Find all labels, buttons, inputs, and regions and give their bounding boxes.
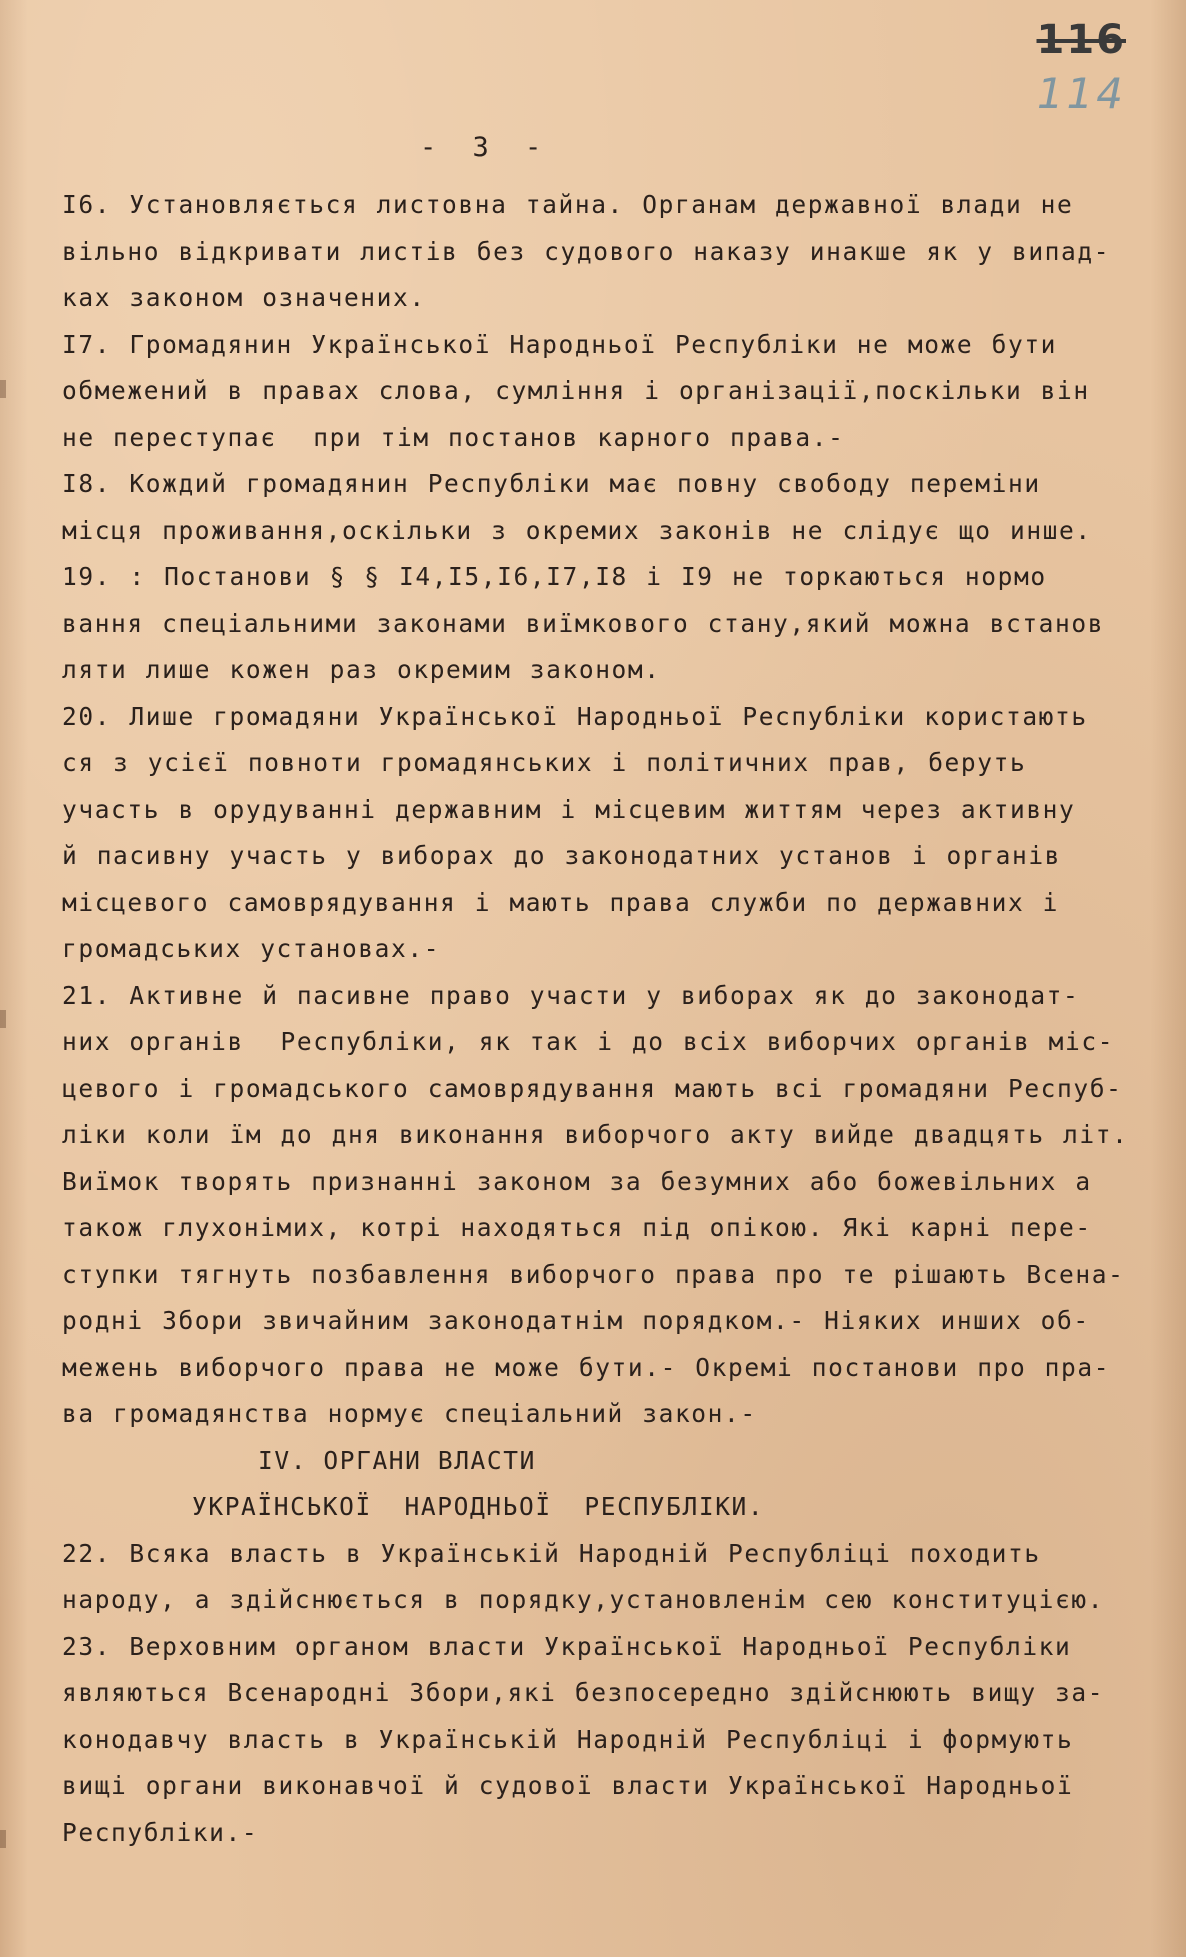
text-line: Виїмок творять признанні законом за безумних або божевільних а (62, 1166, 1092, 1196)
archive-page-number (1037, 18, 1127, 116)
text-line: ступки тягнуть позбавлення виборчого права про те рішають Всена- (62, 1259, 1125, 1289)
page-number: - 3 - (420, 132, 552, 163)
text-line: Республіки.- (62, 1817, 259, 1847)
section-heading-subtitle: УКРАЇНСЬКОЇ НАРОДНЬОЇ РЕСПУБЛІКИ. (192, 1492, 765, 1521)
section-heading-title: IV. ОРГАНИ ВЛАСТИ (258, 1445, 536, 1475)
text-line: місця проживання,оскільки з окремих законів не слідує що инше. (62, 515, 1092, 545)
text-line: народу, а здійснюється в порядку,установленім сею конституцією. (62, 1585, 1105, 1614)
text-line: 23. Верховним органом власти Української Народньої Республіки (62, 1631, 1072, 1661)
text-line: ляти лише кожен раз окремим законом. (62, 655, 661, 684)
text-line: I8. Кождий громадянин Республіки має повну свободу переміни (62, 469, 1041, 498)
text-line: межень виборчого права не може бути.- Окремі постанови про пра- (62, 1352, 1111, 1382)
text-line: вищі органи виконавчої й судової власти Української Народньої (62, 1771, 1074, 1800)
text-line: являються Всенародні Збори,які безпосередно здійснюють вищу за- (62, 1678, 1105, 1707)
text-line: місцевого самоврядування і мають права служби по державних і (62, 887, 1060, 917)
text-line: 21. Активне й пасивне право участи у виборах як до законодат- (62, 980, 1080, 1010)
text-line: 19. : Постанови § § I4,I5,I6,I7,I8 і I9 не торкаються нормо (62, 562, 1047, 591)
text-line: ках законом означених. (62, 283, 426, 312)
document-body (62, 182, 1129, 1856)
text-line: й пасивну участь у виборах до законодатних установ і органів (62, 841, 1062, 870)
text-line: також глухонімих, котрі находяться під опікою. Які карні пере- (62, 1213, 1092, 1242)
text-line: цевого і громадського самоврядування мають всі громадяни Респуб- (62, 1073, 1123, 1103)
text-line: участь в орудуванні державним і місцевим життям через активну (62, 794, 1076, 824)
text-line: вання спеціальними законами виїмкового стану,який можна встанов (62, 608, 1105, 638)
margin-mark (0, 1830, 6, 1848)
text-line: ся з усієї повноти громадянських і політичних прав, беруть (62, 748, 1027, 777)
archive-number-new: 114 (1036, 69, 1126, 118)
margin-mark (0, 380, 6, 398)
text-line: них органів Республіки, як так і до всіх виборчих органів міс- (62, 1027, 1115, 1056)
text-line: ліки коли їм до дня виконання виборчого акту вийде двадцять літ. (62, 1120, 1129, 1149)
text-line: 20. Лише громадяни Української Народньої Республіки користають (62, 701, 1088, 731)
text-line: ва громадянства нормує спеціальний закон.- (62, 1399, 757, 1428)
margin-mark (0, 1010, 6, 1028)
text-line: 22. Всяка власть в Українській Народній Республіці походить (62, 1538, 1041, 1568)
text-line: конодавчу власть в Українській Народній Республіці і формують (62, 1724, 1074, 1754)
text-line: обмежений в правах слова, сумління і організації,поскільки він (62, 376, 1090, 405)
text-line: родні Збори звичайним законодатнім порядком.- Ніяких инших об- (62, 1306, 1090, 1335)
text-line: I7. Громадянин Української Народньої Республіки не може бути (62, 329, 1058, 359)
text-line: I6. Установляється листовна тайна. Органам державної влади не (62, 190, 1074, 219)
archive-number-old: 116 (1036, 17, 1126, 63)
text-line: вільно відкривати листів без судового наказу инакше як у випад- (62, 236, 1111, 266)
text-line: громадських установах.- (62, 934, 441, 963)
text-line: не переступає при тім постанов карного права.- (62, 422, 845, 452)
